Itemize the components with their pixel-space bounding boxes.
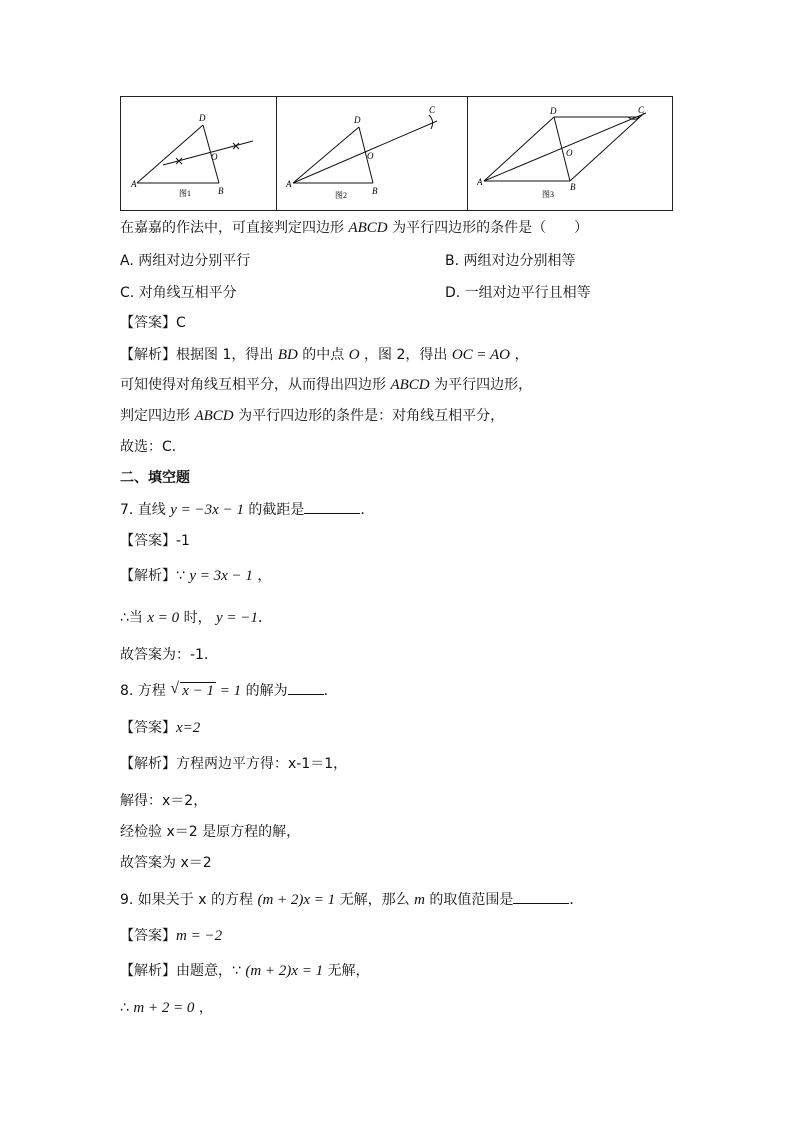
math-rhs: = 1 <box>216 683 242 699</box>
label-b: B <box>570 182 576 192</box>
label-d: D <box>199 113 206 123</box>
answer-tag: 【答案】 <box>120 928 176 944</box>
q6-stem-abcd: ABCD <box>348 220 388 236</box>
math-m: m <box>414 892 425 908</box>
q6-option-d <box>445 282 591 302</box>
math-bd: BD <box>277 347 298 363</box>
q6-option-a <box>120 250 250 270</box>
segment-ad <box>484 117 554 181</box>
answer-blank <box>513 889 569 904</box>
sqrt-expression <box>170 681 216 701</box>
q8-analysis-line-2: 解得：x＝2， <box>120 793 208 809</box>
label-d: D <box>550 106 557 116</box>
text: 的取值范围是 <box>424 892 514 908</box>
q6-option-c <box>120 282 237 302</box>
label-c: C <box>638 105 645 115</box>
figure-table <box>120 96 673 211</box>
option-letter: B. <box>445 253 460 269</box>
q7-answer <box>120 531 190 551</box>
option-letter: A. <box>120 253 134 269</box>
text: ∵ <box>176 568 190 584</box>
math-y: y = −1 <box>216 610 258 626</box>
q7-stem <box>120 499 374 520</box>
answer-blank <box>288 680 324 695</box>
diagonal-ac <box>484 113 646 181</box>
analysis-tag: 【解析】 <box>120 756 176 772</box>
figure-3-drawing <box>468 97 672 210</box>
analysis-tag: 【解析】 <box>120 347 176 363</box>
q6-option-b <box>445 250 576 270</box>
text: 9. 如果关于 x 的方程 <box>120 892 258 908</box>
text: 根据图 1，得出 <box>176 347 278 363</box>
text: ， <box>252 568 272 584</box>
q8-answer <box>120 718 200 738</box>
answer-blank <box>304 499 360 514</box>
q9-answer <box>120 926 222 946</box>
analysis-tag: 【解析】 <box>120 568 176 584</box>
q9-stem <box>120 889 583 910</box>
q7-analysis-line-2 <box>120 608 272 628</box>
text: 由题意，∵ <box>176 963 246 979</box>
figure-2 <box>277 97 468 210</box>
text: ． <box>360 502 375 518</box>
answer-value: x=2 <box>176 720 201 736</box>
figure-1-caption: 图1 <box>179 189 191 198</box>
text: 8. 方程 <box>120 683 171 699</box>
arc-mark-c <box>429 115 433 129</box>
segment-bc <box>570 117 640 181</box>
radicand: x − 1 <box>182 683 215 699</box>
q6-conclusion: 故选：C． <box>120 439 186 455</box>
q8-conclusion: 故答案为 x＝2 <box>120 855 212 871</box>
math-abcd: ABCD <box>390 377 430 393</box>
text: ， <box>194 1000 213 1016</box>
option-text: 一组对边平行且相等 <box>464 285 591 301</box>
text: 无解，那么 <box>335 892 415 908</box>
math-equation: (m + 2)x = 1 <box>245 963 324 979</box>
figure-1 <box>121 97 277 210</box>
answer-tag: 【答案】 <box>120 533 176 549</box>
label-a: A <box>131 179 137 189</box>
figure-3-caption: 图3 <box>542 190 554 199</box>
figure-2-drawing <box>277 97 468 210</box>
text: 可知使得对角线互相平分，从而得出四边形 <box>120 377 391 393</box>
option-text: 两组对边分别相等 <box>463 253 576 269</box>
text: 为平行四边形的条件是：对角线互相平分， <box>233 408 505 424</box>
answer-value: m = −2 <box>176 928 223 944</box>
text: 方程两边平方得：x-1＝1， <box>176 756 348 772</box>
text: 的截距是 <box>243 502 305 518</box>
answer-tag: 【答案】 <box>120 720 176 736</box>
answer-tag: 【答案】 <box>120 315 176 331</box>
text: ． <box>257 610 272 626</box>
math-equation: (m + 2)x = 1 <box>257 892 336 908</box>
label-o: O <box>566 148 573 158</box>
ray-ac <box>293 121 437 183</box>
math-oc-ao: OC = AO <box>451 347 511 363</box>
label-b: B <box>372 186 378 196</box>
q6-stem-suffix: 为平行四边形的条件是（ ） <box>387 220 589 236</box>
label-c: C <box>429 105 436 115</box>
q8-analysis-line-3: 经检验 x＝2 是原方程的解， <box>120 824 301 840</box>
math-x: x = 0 <box>147 610 180 626</box>
q6-analysis-line-3 <box>120 406 504 426</box>
text: ． <box>323 683 338 699</box>
option-letter: C. <box>120 285 135 301</box>
label-o: O <box>367 151 374 161</box>
q6-stem-text: 在嘉嘉的作法中，可直接判定四边形 <box>120 220 349 236</box>
math-abcd: ABCD <box>194 408 234 424</box>
label-d: D <box>354 115 361 125</box>
text: ，图 2，得出 <box>359 347 452 363</box>
text: ， <box>510 347 529 363</box>
text: 无解， <box>323 963 370 979</box>
segment-ad <box>137 125 203 183</box>
q7-conclusion: 故答案为：-1． <box>120 647 218 663</box>
q6-stem <box>120 218 588 238</box>
q8-analysis-line-1 <box>120 754 347 774</box>
option-letter: D. <box>445 285 461 301</box>
figure-3 <box>468 97 672 210</box>
answer-value: C <box>176 315 186 331</box>
q9-analysis-line-2 <box>120 998 213 1018</box>
q8-stem <box>120 680 338 701</box>
figure-2-caption: 图2 <box>335 191 347 200</box>
q6-analysis-line-2 <box>120 375 532 395</box>
math-equation: y = −3x − 1 <box>170 502 244 518</box>
q6-analysis-line-1 <box>120 345 528 365</box>
text: 为平行四边形， <box>429 377 533 393</box>
label-o: O <box>211 152 218 162</box>
label-a: A <box>477 177 483 187</box>
label-a: A <box>286 179 292 189</box>
math-equation: m + 2 = 0 <box>133 1000 195 1016</box>
option-text: 对角线互相平分 <box>138 285 237 301</box>
q7-analysis-line-1 <box>120 566 271 586</box>
text: 判定四边形 <box>120 408 195 424</box>
q9-analysis-line-1 <box>120 961 370 981</box>
text: 7. 直线 <box>120 502 171 518</box>
text: 时， <box>179 610 217 626</box>
answer-value: -1 <box>176 533 190 549</box>
analysis-tag: 【解析】 <box>120 963 176 979</box>
option-text: 两组对边分别平行 <box>138 253 251 269</box>
math-o: O <box>348 347 360 363</box>
text: 的中点 <box>297 347 349 363</box>
text: ∴当 <box>120 610 148 626</box>
text: ∴ <box>120 1000 134 1016</box>
section-title: 二、填空题 <box>120 470 190 486</box>
text: ． <box>569 892 584 908</box>
q6-answer <box>120 313 186 333</box>
sqrt-icon: √ <box>170 680 180 697</box>
label-b: B <box>218 186 224 196</box>
math-equation: y = 3x − 1 <box>189 568 253 584</box>
segment-ad <box>293 127 359 183</box>
figure-1-drawing <box>121 97 277 210</box>
text: 的解为 <box>241 683 288 699</box>
